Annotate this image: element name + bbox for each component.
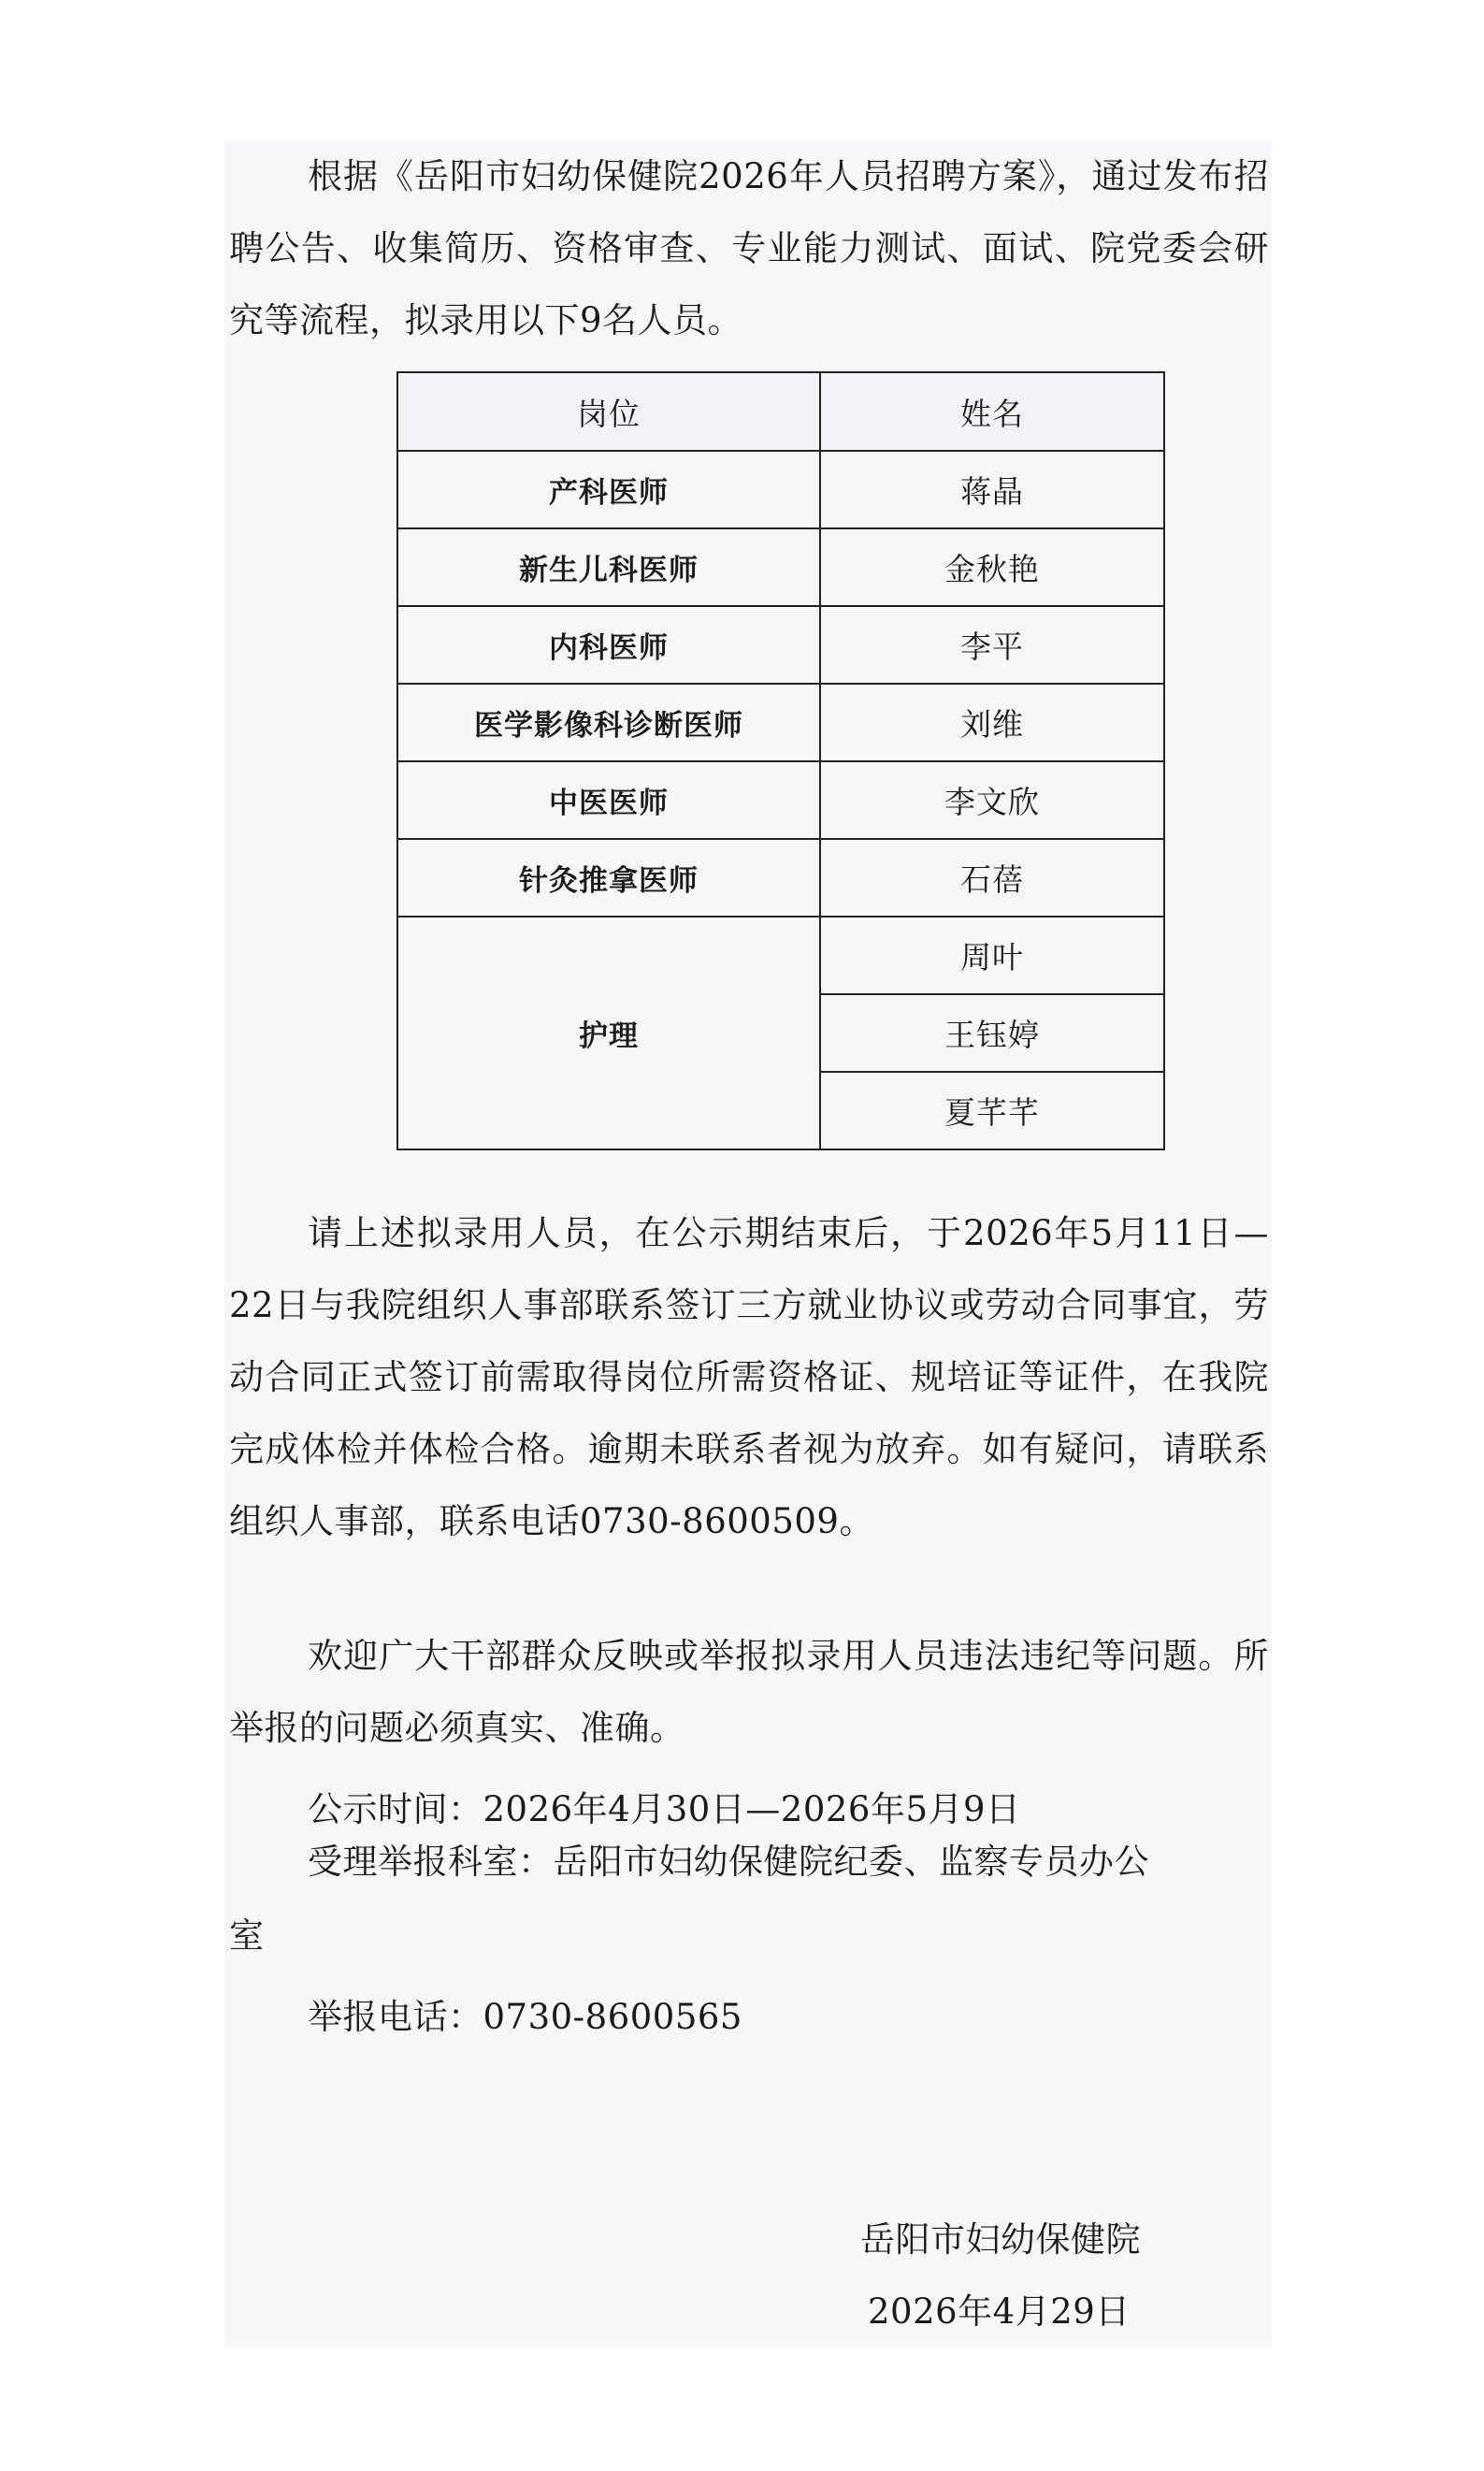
position-cell: 内科医师 [397,606,820,684]
table-header-row [397,372,1164,451]
notice-paragraph: 请上述拟录用人员，在公示期结束后，于2026年5月11日—22日与我院组织人事部联系签订三方就业协议或劳动合同事宜，劳动合同正式签订前需取得岗位所需资格证、规培证等证件，在我院完成体检并体检合格。逾期未联系者视为放弃。如有疑问，请联系组织人事部，联系电话0730-8600509。 [229,1213,1269,1541]
name-cell: 刘维 [820,684,1164,761]
position-cell: 针灸推拿医师 [397,839,820,917]
header-position: 岗位 [397,372,820,451]
report-phone: 举报电话：0730-8600565 [308,1997,742,2037]
hire-table [396,371,1165,1150]
table-row [397,761,1164,839]
publicity-period: 公示时间：2026年4月30日—2026年5月9日 [308,1789,1021,1829]
report-office-line1: 受理举报科室：岳阳市妇幼保健院纪委、监察专员办公 [308,1842,1149,1882]
intro-paragraph: 根据《岳阳市妇幼保健院2026年人员招聘方案》，通过发布招聘公告、收集简历、资格审查、专业能力测试、面试、院党委会研究等流程，拟录用以下9名人员。 [229,156,1269,340]
name-cell: 蒋晶 [820,451,1164,528]
position-cell: 医学影像科诊断医师 [397,684,820,761]
signature-date: 2026年4月29日 [868,2291,1131,2332]
name-cell: 李文欣 [820,761,1164,839]
position-cell: 护理 [397,917,820,1149]
report-office-line2: 室 [229,1915,265,1956]
name-cell: 夏芊芊 [820,1072,1164,1149]
signature-org: 岳阳市妇幼保健院 [860,2219,1141,2260]
position-cell: 新生儿科医师 [397,528,820,606]
name-cell: 金秋艳 [820,528,1164,606]
position-cell: 产科医师 [397,451,820,528]
table-row [397,917,1164,994]
table-row [397,839,1164,917]
name-cell: 周叶 [820,917,1164,994]
table-row [397,528,1164,606]
name-cell: 石蓓 [820,839,1164,917]
table-row [397,451,1164,528]
name-cell: 王钰婷 [820,994,1164,1072]
header-name: 姓名 [820,372,1164,451]
name-cell: 李平 [820,606,1164,684]
welcome-paragraph: 欢迎广大干部群众反映或举报拟录用人员违法违纪等问题。所举报的问题必须真实、准确。 [229,1636,1269,1748]
position-cell: 中医医师 [397,761,820,839]
table-row [397,606,1164,684]
table-row [397,684,1164,761]
